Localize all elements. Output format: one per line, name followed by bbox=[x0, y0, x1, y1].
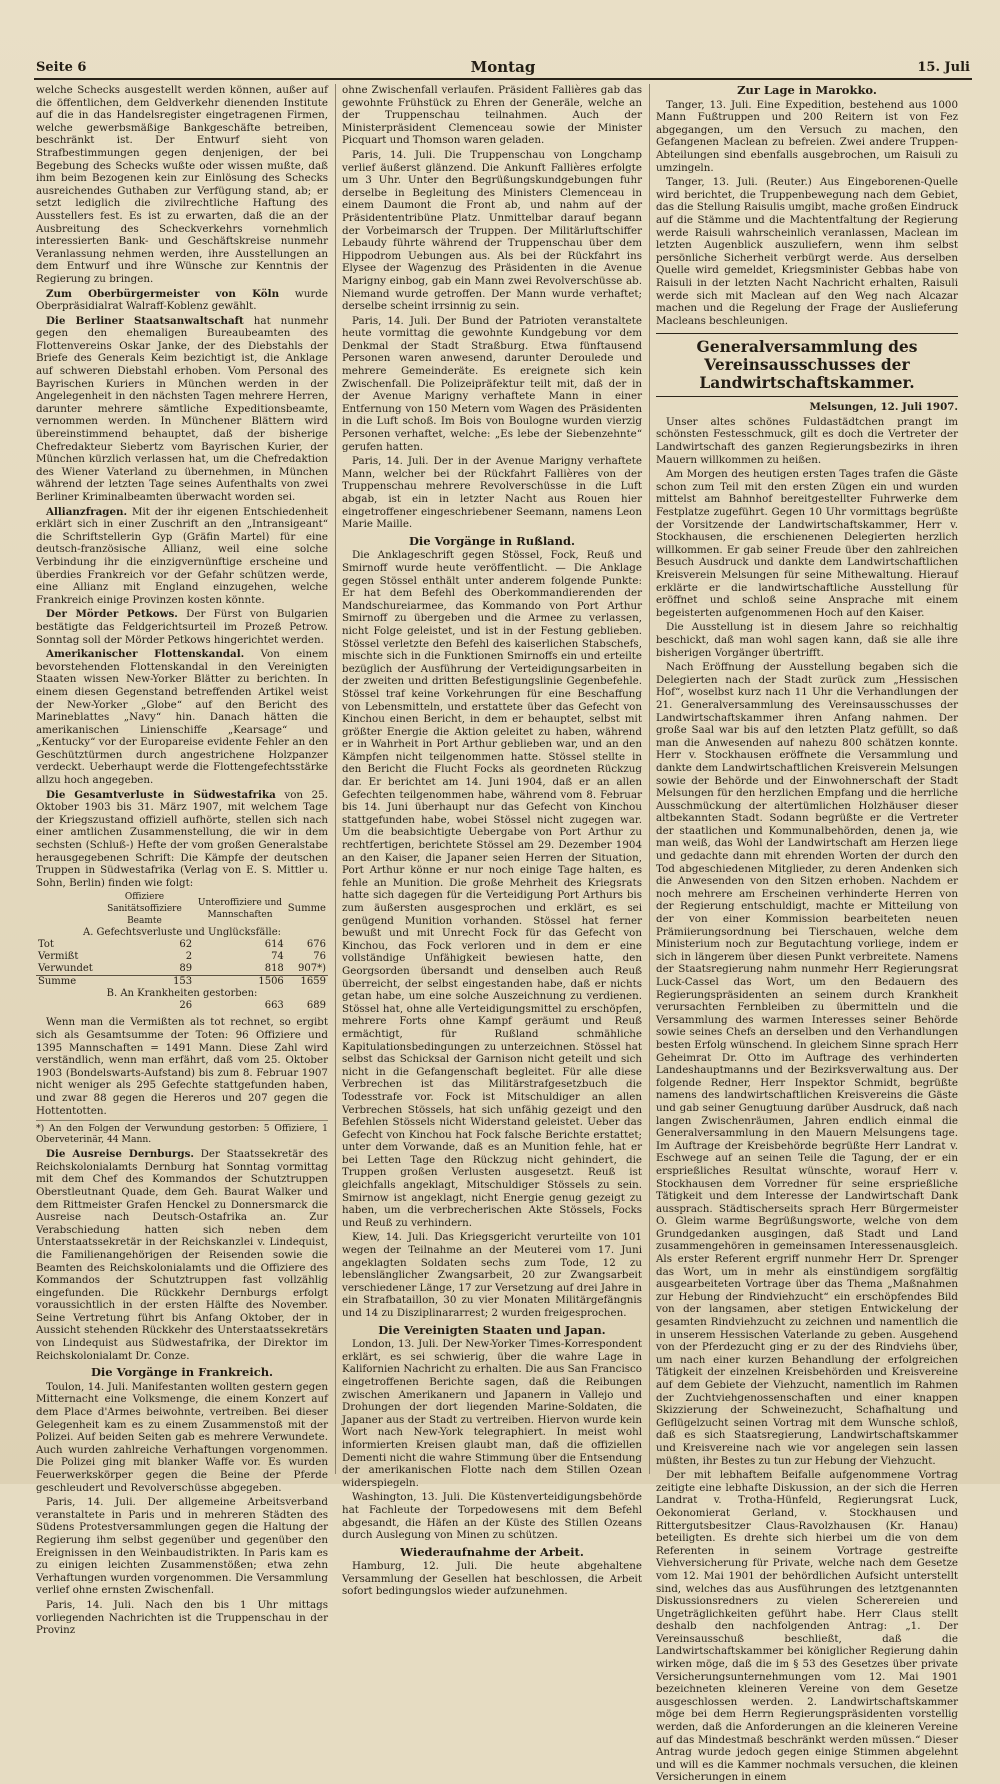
table-row: 26 663 689 bbox=[179, 1000, 326, 1012]
paragraph: Amerikanischer Flottenskandal. Von einem bevorstehenden Flottenskandal in den Vereinigten Staaten wissen New-Yorker Blätter zu berichten. In einem diesen Gegenstand betreffenden Artikel weist der New-Yorker „Globe“ auf den Bericht des Marineblattes „Navy“ hin. Danach hätten die amerikanischen Linienschiffe „Kearsage“ und „Kentucky“ vor der Europareise evidente Fehler an den Geschütztürmen durch angestrichene Holzpanzer verdeckt. Ueberhaupt werde die Flottengefechtsstärke allzu hoch angegeben. bbox=[36, 648, 328, 787]
column-3 bbox=[656, 83, 958, 1784]
section-heading: Wiederaufnahme der Arbeit. bbox=[400, 1544, 584, 1559]
paragraph: Die Ausstellung ist in diesem Jahre so reichhaltig beschickt, daß man wohl sagen kann, daß sie alle ihre bisherigen Vorgänger übertrifft. bbox=[656, 621, 958, 659]
paragraph: Paris, 14. Juli. Der in der Avenue Marigny verhaftete Mann, welcher bei der Rückfahrt Fallières von der Truppenschau mehrere Revolverschüsse in die Luft abgab, ist ein in letzter Nacht aus Rouen hier eingetroffener eingeschriebener Seemann, namens Leon Marie Maille. bbox=[342, 455, 642, 531]
footnote: *) An den Folgen der Verwundung gestorben: 5 Offiziere, 1 Oberveterinär, 44 Mann. bbox=[36, 1120, 328, 1145]
feature-headline: Generalversammlung des Vereinsausschusses der Landwirtschaftskammer. bbox=[656, 333, 958, 397]
article-heading: Die Ausreise Dernburgs. bbox=[46, 1148, 194, 1161]
table-header-row: Offiziere Sanitätsoffiziere Beamte Unteroffiziere und Mannschaften Summe bbox=[107, 892, 326, 927]
paragraph: Toulon, 14. Juli. Manifestanten wollten gestern gegen Mitternacht eine Volksmenge, die einem Konzert auf dem Place d'Armes beiwohnte, vertreiben. Bei dieser Gelegenheit kam es zu einem Zusammenstoß mit der Polizei. Auf beiden Seiten gab es mehrere Verwundete. Auch wurden zahlreiche Verhaftungen vorgenommen. Die Polizei ging mit blanker Waffe vor. Es wurden Feuerwerkskörper gegen die Beine der Pferde geschleudert und Revolverschüsse abgegeben. bbox=[36, 1380, 328, 1494]
paragraph: Kiew, 14. Juli. Das Kriegsgericht verurteilte von 101 wegen der Teilnahme an der Meuterei vom 17. Juni angeklagten Soldaten sechs zum Tode, 12 zu lebenslänglicher Zwangsarbeit, 20 zur Zwangsarbeit verschiedener Länge, 17 zur Versetzung auf drei Jahre in ein Strafbataillon, 30 zu vier Monaten Militärgefängnis und 14 zu Disziplinararrest; 2 wurden freigesprochen. bbox=[342, 1231, 642, 1319]
paragraph: Der Mörder Petkows. Der Fürst von Bulgarien bestätigte das Feldgerichtsurteil im Prozeß Petrow. Sonntag soll der Mörder Petkows hingerichtet werden. bbox=[36, 608, 328, 646]
losses-table bbox=[36, 891, 328, 1012]
article-heading: Allianzfragen. bbox=[46, 505, 128, 518]
paragraph: Der mit lebhaftem Beifalle aufgenommene Vortrag zeitigte eine lebhafte Diskussion, an der sich die Herren Landrat v. Trotha-Hünfeld, Regierungsrat Luck, Oekonomierat Gerland, v. Stockhausen und Rittergutsbesitzer Claus-Ravolzhausen (Kr. Hanau) beteiligten. Es drehte sich hierbei um die von dem Referenten in seinem Vortrage gestreifte Viehversicherung für Private, welche nach dem Gesetze vom 12. Mai 1901 der behördlichen Aufsicht unterstellt sind, welches das aus Ausführungen des letztgenannten Diskussionsredners zu vielen Scherereien und Ungeträglichkeiten geführt habe. Herr Claus stellt deshalb den nachfolgenden Antrag: „1. Der Vereinsausschuß beschließt, daß die Landwirtschaftskammer bei königlicher Regierung dahin wirken möge, daß die im § 53 des Gesetzes über private Versicherungsunternehmungen vom 12. Mai 1901 bezeichneten kleineren Vereine von dem Gesetze ausgeschlossen werden. 2. Landwirtschaftskammer möge bei dem Herrn Regierungspräsidenten vorstellig werden, daß die Anforderungen an die kleineren Vereine auf das Mindestmaß beschränkt werden müssen.“ Dieser Antrag wurde jedoch gegen einige Stimmen abgelehnt und will es die Kammer nochmals versuchen, die kleinen Versicherungen in einem bbox=[656, 1469, 958, 1784]
article-heading: Zum Oberbürgermeister von Köln bbox=[46, 287, 280, 300]
paragraph: ohne Zwischenfall verlaufen. Präsident Fallières gab das gewohnte Frühstück zu Ehren der Generäle, welche an der Truppenschau teilnahmen. Auch der Ministerpräsident Clemenceau sowie der Minister Picquart und Thomson waren geladen. bbox=[342, 84, 642, 147]
table-row: Verwundet 89 818 907*) bbox=[38, 963, 326, 975]
paragraph: Paris, 14. Juli. Der allgemeine Arbeitsverband veranstaltete in Paris und in mehreren Städten des Südens Protestversammlungen gegen die Haltung der Regierung ihm selbst gegenüber und gegenüber den Ereignissen in den Weinbaudistrikten. In Paris kam es zu einigen leichten Zusammenstößen; etwa zehn Verhaftungen wurden vorgenommen. Die Versammlung verlief ohne ernsten Zwischenfall. bbox=[36, 1496, 328, 1597]
section-heading: Die Vorgänge in Rußland. bbox=[408, 533, 576, 548]
column-divider bbox=[335, 84, 336, 1474]
column-divider bbox=[649, 84, 650, 1474]
issue-date: 15. Juli bbox=[917, 60, 970, 75]
paragraph: Unser altes schönes Fuldastädtchen prangt im schönsten Festesschmuck, gilt es doch die Vertreter der Landwirtschaft des ganzen Regierungsbezirks in ihren Mauern willkommen zu heißen. bbox=[656, 415, 958, 466]
section-heading: Zur Lage in Marokko. bbox=[737, 83, 877, 97]
paragraph: Die Gesamtverluste in Südwestafrika von 25. Oktober 1903 bis 31. März 1907, mit welchem Tage der Kriegszustand offiziell aufhörte, stellen sich nach einer amtlichen Zusammenstellung, die wir in dem sechsten (Schluß-) Hefte der vom großen Generalstabe herausgegebenen Schrift: Die Kämpfe der deutschen Truppen in Südwestafrika (Verlag von E. S. Mittler u. Sohn, Berlin) finden wie folgt: bbox=[36, 788, 329, 889]
dateline: Melsungen, 12. Juli 1907. bbox=[809, 401, 958, 414]
table-row: Vermißt 2 74 76 bbox=[38, 951, 326, 963]
paragraph: Allianzfragen. Mit der ihr eigenen Entschiedenheit erklärt sich in einer Zuschrift an den „Intransigeant“ die Schriftstellerin Gyp (Gräfin Martel) für eine deutsch-französische Allianz, weil eine solche Verbindung ihr die einzigvernünftige erscheine und überdies Frankreich vor der Gefahr schützen werde, eine Allianz mit England einzugehen, welche Frankreich einige Provinzen kosten könnte. bbox=[36, 505, 329, 606]
page-number: Seite 6 bbox=[36, 60, 87, 75]
weekday: Montag bbox=[470, 58, 536, 76]
article-heading: Die Berliner Staatsanwaltschaft bbox=[46, 314, 244, 327]
paragraph: Am Morgen des heutigen ersten Tages trafen die Gäste schon zum Teil mit den ersten Zügen ein und wurden mittelst am Bahnhof bereitgestellter Fuhrwerke dem Festplatze zugeführt. Gegen 10 Uhr vormittags begrüßte der Vorsitzende der Landwirtschaftskammer, Herr v. Stockhausen, die erschienenen Delegierten herzlich willkommen. Er gab seiner Freude über den zahlreichen Besuch Ausdruck und dankte dem Landwirtschaftlichen Kreisverein Melsungen für seine Mithewaltung. Hierauf erklärte er die landwirtschaftliche Ausstellung für eröffnet und schloß seine Ansprache mit einem begeisterten aufgenommenen Hoch auf den Kaiser. bbox=[656, 468, 958, 619]
article-heading: Die Gesamtverluste in Südwestafrika bbox=[46, 788, 276, 801]
section-heading: Die Vereinigten Staaten und Japan. bbox=[378, 1322, 606, 1337]
paragraph: Nach Eröffnung der Ausstellung begaben sich die Delegierten nach der Stadt zurück zum „Hessischen Hof“, woselbst kurz nach 11 Uhr die Verhandlungen der 21. Generalversammlung des Vereinsausschusses der Landwirtschaftskammer ihren Anfang nahmen. Der große Saal war bis auf den letzten Platz gefüllt, so daß man die Anwesenden auf nahezu 800 schätzen konnte. Herr v. Stockhausen eröffnete die Versammlung und dankte dem Landwirtschaftlichen Kreisverein Melsungen sowie der Behörde und der Einwohnerschaft der Stadt Melsungen für den herzlichen Empfang und die herrliche Ausschmückung der altertümlichen Holzhäuser dieser altbekannten Stadt. Sodann begrüßte er die Vertreter der staatlichen und Kommunalbehörden, denen ja, wie man weiß, das Wohl der Landwirtschaft am Herzen liege und gedachte dann mit ehrenden Worten der durch den Tod abgeschiedenen Mitglieder, zu deren Andenken sich die Anwesenden von den Sitzen erhoben. Nachdem er noch mehrere am Erscheinen verhinderte Herren von der Regierung entschuldigt, machte er Mitteilung von der von einer Kommission bearbeiteten neuen Prämiierungsordnung bei Tierschauen, welche dem Ministerium noch zur Begutachtung vorliege, indem er sich in längerem über diesen Punkt verbreitete. Namens der Staatsregierung nahm nunmehr Herr Regierungsrat Luck-Cassel das Wort, um den Bedauern des Regierungspräsidenten an seinem durch Krankheit verursachten Fernbleiben zu übermitteln und die Versammlung des warmen Interesses seiner Behörde sowie seines Chefs an derselben und den Verhandlungen besten Erfolg wünschend. In gleichem Sinne sprach Herr Geheimrat Dr. Otto im Auftrage des verhinderten Landeshauptmanns und der Bezirksverwaltung aus. Der folgende Redner, Herr Inspektor Schmidt, begrüßte namens des landwirtschaftlichen Kreisvereins die Gäste und gab seiner Genugtuung darüber Ausdruck, daß nach langen Zwischenräumen, Jahren endlich einmal die Generalversammlung in den Mauern Melsungens tage. Im Auftrage der Kreisbehörde begrüßte Herr Landrat v. Eschwege auf an seinen Teile die Tagung, der er ein ersprießliches Resultat wünschte, worauf Herr v. Stockhausen dem Vorredner für seine ersprießliche Tätigkeit und dem Interesse der Landwirtschaft Dank aussprach. Städtischerseits sprach Herr Bürgermeister O. Gleim warme Begrüßungsworte, welche von dem Grundgedanken ausgingen, daß Stadt und Land zusammengehören in gemeinsamen Interessenausgleich. Als erster Referent ergriff nunmehr Herr Dr. Sprenger das Wort, um in mehr als einstündigem sorgfältig ausgearbeiteten Vortrage über das Thema „Maßnahmen zur Hebung der Rindviehzucht“ ein erschöpfendes Bild von der langsamen, aber stetigen Entwickelung der gesamten Rindviehzucht zu zeichnen und namentlich die in unserem Hessischen Vaterlande zu geben. Ausgehend von der Pferdezucht ging er zu der des Rindviehs über, um nach einer kurzen Behandlung der erfolgreichen Tätigkeit der einzelnen Kreisbehörden und Kreisvereine auf dem Gebiete der Viehzucht, namentlich im Rahmen der Zuchtviehgenossenschaften und einer knappen Skizzierung der Schweinezucht, Schafhaltung und Geflügelzucht seinen Vortrag mit dem Wunsche schloß, daß es sich Staatsregierung, Landwirtschaftskammer und Kreisvereine nach wie vor angelegen sein lassen müßten, ihr Bestes zu tun zur Hebung der Viehzucht. bbox=[656, 661, 958, 1467]
paragraph: Hamburg, 12. Juli. Die heute abgehaltene Versammlung der Gesellen hat beschlossen, die Arbeit sofort bedingungslos wieder aufzunehmen. bbox=[342, 1560, 642, 1598]
article-heading: Amerikanischer Flottenskandal. bbox=[46, 648, 245, 661]
article-heading: Der Mörder Petkows. bbox=[46, 608, 178, 621]
paragraph: Die Ausreise Dernburgs. Der Staatssekretär des Reichskolonialamts Dernburg hat Sonntag vormittag mit dem Chef des Kommandos der Schutztruppen Oberstleutnant Quade, dem Geh. Baurat Walker und dem Rittmeister Grafen Henckel zu Donnersmarck die Ausreise nach Deutsch-Ostafrika an. Zur Verabschiedung hatten sich neben dem Unterstaatssekretär in der Reichskanzlei v. Lindequist, die Familienangehörigen der Reisenden sowie die Beamten des Reichskolonialamts und die Offiziere des Kommandos der Schutztruppen fast vollzählig eingefunden. Die Rückkehr Dernburgs erfolgt voraussichtlich in der ersten Hälfte des November. Seine Vertretung führt bis Anfang Oktober, der in Aussicht stehenden Rückkehr des Unterstaatssekretärs von Lindequist aus Südwestafrika, der Direktor im Reichskolonialamt Dr. Conze. bbox=[36, 1148, 329, 1362]
table-row: Tot 62 614 676 bbox=[38, 939, 326, 951]
paragraph: London, 13. Juli. Der New-Yorker Times-Korrespondent erklärt, es sei schwierig, über die wahre Lage in Kalifornien Nachricht zu erhalten. Die aus San Francisco eingetroffenen Berichte sagen, daß die Reibungen zwischen Amerikanern und Japanern in Vallejo und Drohungen der dort liegenden Marine-Soldaten, die Japaner aus der Stadt zu vertreiben. Hiervon wurde kein Wort nach New-York telegraphiert. In meist wohl informierten Kreisen glaubt man, daß die offiziellen Dementi nicht die wahre Stimmung über die Entsendung der amerikanischen Flotte nach dem Stillen Ozean widerspiegeln. bbox=[342, 1338, 642, 1489]
paragraph: Tanger, 13. Juli. Eine Expedition, bestehend aus 1000 Mann Fußtruppen und 200 Reitern ist von Fez abgegangen, um den Versuch zu machen, den Gefangenen Maclean zu befreien. Zwei andere Truppen-Abteilungen sind ebenfalls ausgebrochen, um Raisuli zu umzingeln. bbox=[656, 98, 958, 174]
paragraph: Paris, 14. Juli. Die Truppenschau von Longchamp verlief äußerst glänzend. Die Ankunft Fallières erfolgte um 3 Uhr. Unter den Begrüßungskundgebungen fuhr derselbe in Begleitung des Ministers Clemenceau in einem Daumont die Front ab, und nahm auf der Präsidententribüne Platz. Unmittelbar darauf begann der Vorbeimarsch der Truppen. Der Militärluftschiffer Lebaudy führte während der Truppenschau über dem Hippodrom Uebungen aus. Als bei der Rückfahrt ins Elysee der Wagenzug des Präsidenten in die Avenue Marigny einbog, gab ein Mann zwei Revolverschüsse ab. Niemand wurde getroffen. Der Mann wurde verhaftet; derselbe scheint irrsinnig zu sein. bbox=[342, 148, 642, 313]
paragraph: Washington, 13. Juli. Die Küstenverteidigungsbehörde hat Fachleute der Torpedowesens mit dem Befehl abgesandt, die Häfen an der Küste des Stillen Ozeans durch Auslegung von Minen zu schützen. bbox=[342, 1491, 642, 1542]
column-1 bbox=[36, 84, 329, 1637]
paragraph: Tanger, 13. Juli. (Reuter.) Aus Eingeborenen-Quelle wird berichtet, die Truppenbewegung nach dem Gebiet, das die Stellung Raisulis umgibt, mache großen Eindruck auf die Stämme und die Machtentfaltung der Regierung werde Raisuli wahrscheinlich veranlassen, Maclean im letzten Augenblick auszuliefern, wenn ihm selbst persönliche Sicherheit verbürgt werde. Aus derselben Quelle wird gemeldet, Kriegsminister Gebbas habe von Raisuli in der letzten Nacht Nachricht erhalten, Raisuli werde sich mit Maclean auf den Weg nach Alcazar machen und die Regelung der Frage der Auslieferung Macleans beschleunigen. bbox=[656, 176, 958, 327]
paragraph: Zum Oberbürgermeister von Köln wurde Oberpräsidialrat Walraff-Koblenz gewählt. bbox=[36, 287, 328, 313]
paragraph: Paris, 14. Juli. Nach den bis 1 Uhr mittags vorliegenden Nachrichten ist die Truppenschau in der Provinz bbox=[36, 1598, 328, 1637]
section-heading: Die Vorgänge in Frankreich. bbox=[90, 1365, 274, 1380]
paragraph: Paris, 14. Juli. Der Bund der Patrioten veranstaltete heute vormittag die gewohnte Kundgebung vor dem Denkmal der Stadt Straßburg. Etwa fünftausend Personen waren anwesend, darunter Deroulede und mehrere Gemeinderäte. Es ereignete sich kein Zwischenfall. Die Polizeipräfektur teilt mit, daß der in der Avenue Marigny verhaftete Mann in einer Entfernung von 150 Metern vom Wagen des Präsidenten in die Luft schoß. Im Bois von Boulogne wurden vierzig Personen verhaftet, welche: „Es lebe der Siebenzehnte“ gerufen hatten. bbox=[342, 314, 642, 453]
paragraph: Wenn man die Vermißten als tot rechnet, so ergibt sich als Gesamtsumme der Toten: 96 Offiziere und 1395 Mannschaften = 1491 Mann. Diese Zahl wird verständlich, wenn man erfährt, daß vom 25. Oktober 1903 (Bondelswarts-Aufstand) bis zum 8. Februar 1907 nicht weniger als 295 Gefechte stattgefunden haben, und zwar 88 gegen die Hereros und 207 gegen die Hottentotten. bbox=[36, 1016, 328, 1117]
paragraph: Die Berliner Staatsanwaltschaft hat nunmehr gegen den ehemaligen Bureaubeamten des Flottenvereins Oskar Janke, der des Diebstahls der Briefe des Generals Keim bezichtigt ist, die Anklage auf schweren Diebstahl erhoben. Vom Personal des Bayrischen Kuriers in München werden in der Angelegenheit in den nächsten Tagen mehrere Herren, darunter mehrere sämtliche Expeditionsbeamte, vernommen werden. In Münchener Blättern wird übereinstimmend behauptet, daß der bisherige Chefredakteur Siebertz vom Bayrischen Kurier, der München kürzlich verlassen hat, um die Chefredaktion des Wiener Vaterland zu übernehmen, in München während der letzten Tage seines Aufenthalts von zwei Berliner Kriminalbeamten überwacht worden sei. bbox=[36, 314, 328, 503]
column-2 bbox=[342, 84, 642, 1598]
page-header bbox=[36, 56, 970, 80]
paragraph: welche Schecks ausgestellt werden können, außer auf die öffentlichen, dem Geldverkehr dienenden Institute auf die in das Handelsregister eingetragenen Firmen, welche gewerbsmäßige Bankgeschäfte betreiben, beschränkt ist. Der Entwurf sieht von Strafbestimmungen gegen denjenigen, der bei Begebung des Schecks wußte oder wissen mußte, daß ihm beim Bezogenen kein zur Einlösung des Schecks ausreichendes Guthaben zur Verfügung stand, ab; er setzt lediglich die zivilrechtliche Haftung des Ausstellers fest. Es ist zu erwarten, daß die an der Ausbreitung des Scheckverkehrs vornehmlich interessierten Bank- und Geschäftskreise nunmehr Veranlassung nehmen werden, ihre Ausstellungen an dem Entwurf und ihre Wünsche zur Kenntnis der Regierung zu bringen. bbox=[36, 84, 328, 285]
paragraph: Die Anklageschrift gegen Stössel, Fock, Reuß und Smirnoff wurde heute veröffentlicht. — Die Anklage gegen Stössel enthält unter anderem folgende Punkte: Er hat dem Befehl des Oberkommandierenden der Mandschureiarmee, das Kommando von Port Arthur Smirnoff zu übergeben und die Armee zu verlassen, nicht Folge geleistet, und ist in der Festung geblieben. Stössel verletzte den Befehl des kaiserlichen Stabschefs, mischte sich in die Funktionen Smirnoffs ein und erteilte bezüglich der Ausführung der Verteidigungsarbeiten in der zweiten und dritten Befestigungslinie Gegenbefehle. Stössel traf keine Vorkehrungen für eine Beschaffung von Lebensmitteln, und erstattete über das Gefecht von Kinchou einen Bericht, in dem er behauptet, selbst mit größter Energie die Aktion geleitet zu haben, während er in Wahrheit in Port Arthur geblieben war, und an den Kämpfen nicht teilgenommen hatte. Stössel stellte in den Bericht die Flucht Focks als geordneten Rückzug dar. Er berichtet am 14. Juni 1904, daß er an allen Gefechten teilgenommen habe, während vom 8. Februar bis 14. Juni überhaupt nur das Gefecht von Kinchou stattgefunden habe, wobei Stössel nicht zugegen war. Um die beabsichtigte Uebergabe von Port Arthur zu rechtfertigen, berichtete Stössel am 29. Dezember 1904 an den Kaiser, die Japaner seien Herren der Situation, Port Arthur könne er nur noch einige Tage halten, es fehle an Munition. Die große Mehrheit des Kriegsrats hatte sich dagegen für die Verteidigung Port Arthurs bis zum äußersten ausgesprochen und erklärt, es sei genügend Munition vorhanden. Stössel hat ferner bewußt und mit Unrecht Fock für das Gefecht von Kinchou, das Fock verloren und in dem er eine vollständige Unfähigkeit bewiesen hatte, den Georgsorden übersandt und denselben auch Reuß überreicht, der selbst eingestanden habe, daß er nichts getan habe, um eine solche Auszeichnung zu verdienen. Stössel hat, ohne alle Verteidigungsmittel zu erschöpfen, mehrere Forts ohne Kampf geräumt und Reuß ermächtigt, für Rußland schmähliche Kapitulationsbedingungen zu unterzeichnen. Stössel hat selbst das Schicksal der Garnison nicht geteilt und sich nicht in die Gefangenschaft begleitet. Für alle diese Verbrechen ist das Militärstrafgesetzbuch die Todesstrafe vor. Fock ist Mitschuldiger an allen Verbrechen Stössels, hat sich unfähig gezeigt und den Befehlen Stössels nicht Widerstand geleistet. Ueber das Gefecht von Kinchou hat Fock falsche Berichte erstattet; unter dem Vorwande, daß es an Munition fehle, hat er bei Letten Tage den Rückzug nicht gehindert, die Truppen großen Verlusten ausgesetzt. Reuß ist gleichfalls angeklagt, Mitschuldiger Stössels zu sein. Smirnow ist angeklagt, nicht Energie genug gezeigt zu haben, um die verbrecherischen Akte Stössels, Focks und Reuß zu verhindern. bbox=[342, 549, 642, 1229]
table-row: Summe 153 1506 1659 bbox=[38, 976, 326, 988]
table-section-label: A. Gefechtsverluste und Unglücksfälle: bbox=[82, 927, 282, 939]
table-section-label: B. An Krankheiten gestorben: bbox=[106, 988, 258, 1000]
header-rule bbox=[34, 78, 972, 80]
